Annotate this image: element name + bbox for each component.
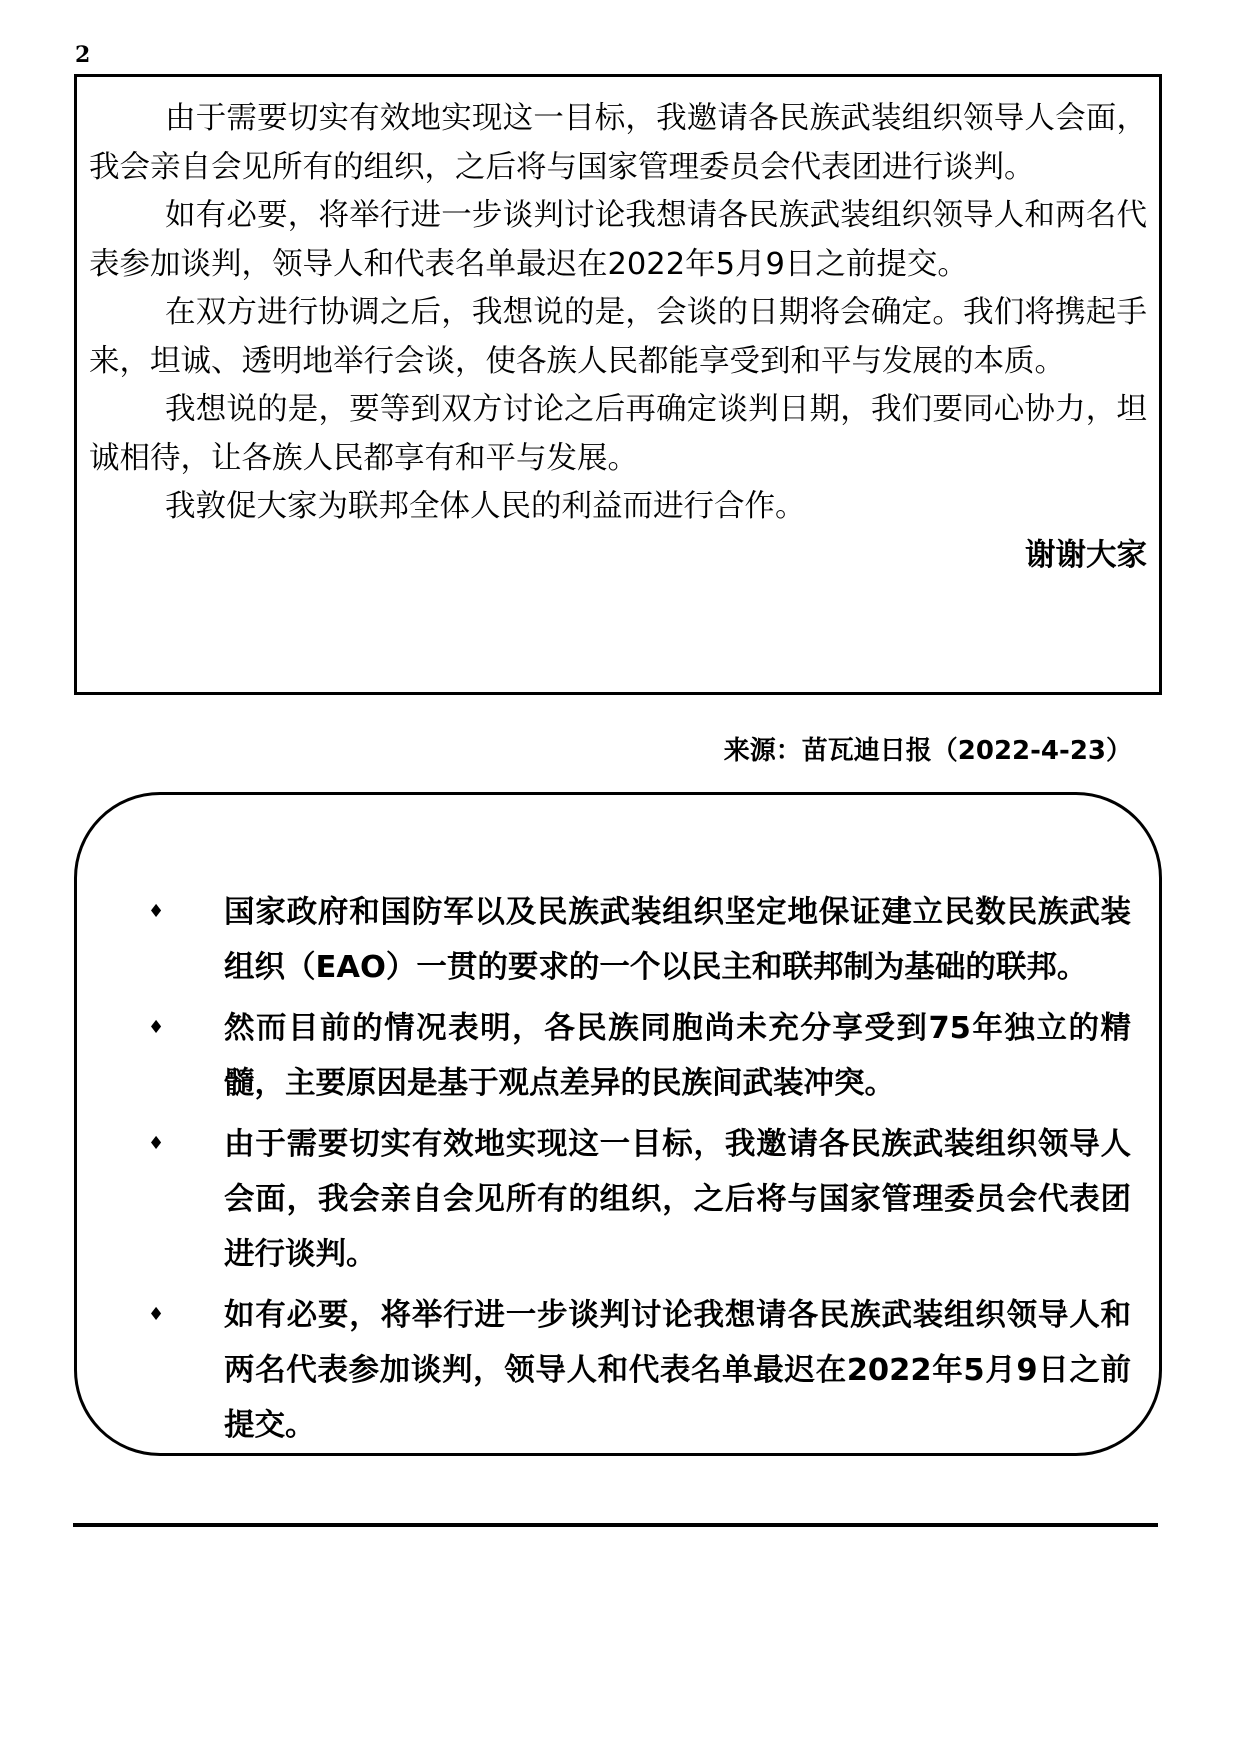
summary-item xyxy=(113,1001,1131,1111)
source-citation: 来源：苗瓦迪日报（2022-4-23） xyxy=(723,736,1132,766)
speech-box xyxy=(74,74,1162,695)
summary-item-text: 如有必要，将举行进一步谈判讨论我想请各民族武装组织领导人和两名代表参加谈判，领导人和代表名单最迟在2022年5月9日之前提交。 xyxy=(224,1298,1131,1443)
diamond-bullet-icon: ♦ xyxy=(148,1133,165,1154)
page-number: 2 xyxy=(75,42,91,68)
summary-item-text: 由于需要切实有效地实现这一目标，我邀请各民族武装组织领导人会面，我会亲自会见所有的组织，之后将与国家管理委员会代表团进行谈判。 xyxy=(224,1127,1131,1272)
diamond-bullet-icon: ♦ xyxy=(148,1304,165,1325)
bottom-divider xyxy=(73,1523,1158,1527)
summary-box xyxy=(74,792,1162,1456)
diamond-bullet-icon: ♦ xyxy=(148,901,165,922)
speech-paragraph: 我想说的是，要等到双方讨论之后再确定谈判日期，我们要同心协力，坦诚相待，让各族人民都享有和平与发展。 xyxy=(89,392,1147,476)
speech-paragraph: 由于需要切实有效地实现这一目标，我邀请各民族武装组织领导人会面，我会亲自会见所有的组织，之后将与国家管理委员会代表团进行谈判。 xyxy=(89,101,1147,185)
summary-list xyxy=(113,885,1131,1459)
summary-item xyxy=(113,1117,1131,1282)
speech-paragraph: 我敦促大家为联邦全体人民的利益而进行合作。 xyxy=(165,489,806,524)
closing-remark: 谢谢大家 xyxy=(1025,537,1147,573)
diamond-bullet-icon: ♦ xyxy=(148,1017,165,1038)
speech-paragraph: 如有必要，将举行进一步谈判讨论我想请各民族武装组织领导人和两名代表参加谈判，领导人和代表名单最迟在2022年5月9日之前提交。 xyxy=(89,198,1147,282)
summary-item-text: 国家政府和国防军以及民族武装组织坚定地保证建立民数民族武装组织（EAO）一贯的要求的一个以民主和联邦制为基础的联邦。 xyxy=(224,895,1131,985)
summary-item xyxy=(113,1288,1131,1453)
summary-item xyxy=(113,885,1131,995)
speech-paragraph: 在双方进行协调之后，我想说的是，会谈的日期将会确定。我们将携起手来，坦诚、透明地举行会谈，使各族人民都能享受到和平与发展的本质。 xyxy=(89,295,1147,379)
summary-item-text: 然而目前的情况表明，各民族同胞尚未充分享受到75年独立的精髓，主要原因是基于观点差异的民族间武装冲突。 xyxy=(224,1011,1131,1101)
